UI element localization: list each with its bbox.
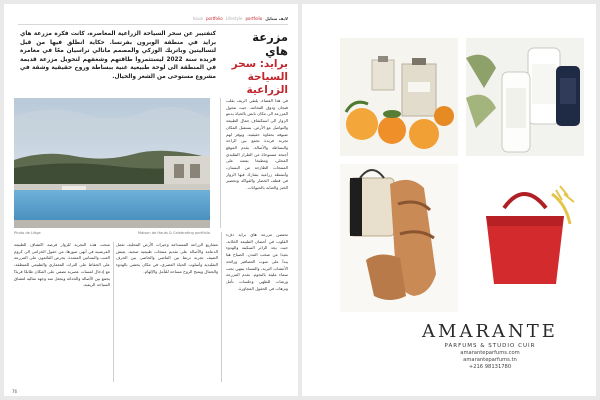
article-lede: كتفتيبر عن سحر السياحة الزراعية المعاصرة، كانت فكرة مزرعة هاي برايد في منطقة الوبرون بفرنسا. حكاية انطلق فيها من قبل لتساليتين وباتريك الوزكي والمصمم مانالي تراسيان معًا في مغامرة فريدة سنة 2022 ليستثمروا طاقتهم وشغفهم لتحويل مزرعة قديمة في المنطقة الى لوحة طبيعية غنية ببساطة وروح حقيقية وشقة في مشروع مستوحى من الشعر والخيال. bbox=[20, 31, 216, 80]
caption-left: Photo de Liège bbox=[14, 231, 41, 235]
header-section-ar: لايف ستايل bbox=[265, 15, 288, 21]
header-sub: Lifestyle bbox=[225, 15, 243, 21]
photo-illustration bbox=[14, 98, 210, 228]
header-section: Issue bbox=[192, 15, 203, 21]
article-title bbox=[226, 30, 288, 97]
brand-subtitle: PARFUMS & STUDIO CUIR bbox=[444, 343, 536, 349]
header-brand: portfolio bbox=[205, 15, 223, 21]
perfume-illustration bbox=[340, 38, 458, 156]
title-line-1: مزرعة هاي bbox=[252, 30, 288, 58]
handbag-illustration bbox=[466, 164, 584, 312]
column-rule bbox=[220, 98, 221, 228]
farm-pool-photo bbox=[14, 98, 210, 228]
perfume-oranges-photo bbox=[340, 38, 458, 156]
text-column-left: منحت هذه التجربة للزوار فرصة اكتشاف الطبيعة الفرنسية في أبهى صورها، من حقول الخزامى الى كروم العنب والبساتين الممتدة. يحرص القائمون على المزرعة على الحفاظ على التراث المعماري والطبيعي للمنطقة، مع إدخال لمسات عصرية تضفي على المكان طابعًا فريدًا يجمع بين الأصالة والحداثة ويجعل منه وجهة مثالية لعشاق السياحة الريفية. bbox=[14, 242, 110, 288]
text-column-middle: مشاريع الزراعة المستدامة وخيرات الأرض المحلية، تعمل الدعامة والأصالة على تقديم منتجات طبيعية صحية. يعيش الضيف تجربة تربط بين الماضي والحاضر، بين الحرف التقليدية وأسلوب الحياة العصري، في مكان يحتفي بالهدوء والجمال ويمنح الروح مساحة للتأمل والإلهام. bbox=[116, 242, 218, 274]
header-rule bbox=[18, 24, 288, 25]
red-handbag-photo bbox=[466, 164, 584, 312]
brand-wordmark: AMARANTE bbox=[422, 321, 558, 342]
header-brand-2: portfolio bbox=[245, 15, 263, 21]
caption-right: Maison de Hauts & Celebrating portfolio bbox=[137, 231, 210, 235]
text-column-bottom-right: تحتضن مزرعة هاي برايد دفء القلوب في أحضان الطبيعة الخلابة، حيث يجد الزائر السكينة والهدوء بعيدا عن صخب المدن. الصباح هنا يبدأ على صوت العصافير ورائحة الأعشاب البرية، والمساء ينتهي تحت سماء مليئة بالنجوم. تقدم المزرعة ورشات للطهي وجلسات تأمل ونزهات في الحقول المجاورة. bbox=[226, 232, 288, 291]
title-line-2: برايد: سحر bbox=[231, 58, 288, 70]
running-header bbox=[154, 13, 288, 23]
text-column-right: في هذا الفضاء، يلتقي الريف بقلب فنجان وذوق الفخامة، حيث تتحول المزرعة الى مكان نابض بالحياة يدعو الزوار الى استكشاف جمال الطبيعة والتواصل مع الأرض. يستقبل المكان ضيوفه بحفاوة حقيقية، ويوفر لهم تجربة فريدة تجمع بين الراحة والبساطة والأصالة. يقدم الموقع أجنحة مستوحاة من الطراز التقليدي المحلي، ومطبخا يعتمد على المنتجات الطازجة من البستان، وأنشطة زراعية يشارك فيها الزوار في قطف الخضار والفواكه وتحضير الخبز والعناية بالحيوانات. bbox=[226, 98, 288, 191]
bottles-illustration bbox=[466, 38, 584, 156]
column-rule-3 bbox=[113, 242, 114, 382]
brand-logo bbox=[396, 322, 584, 382]
sandal-bag-photo bbox=[340, 164, 458, 312]
brand-url-1[interactable]: amaranteparfums.com bbox=[460, 350, 520, 356]
brand-url-2[interactable]: amaranteparfums.tn bbox=[463, 357, 517, 363]
perfume-bottles-photo bbox=[466, 38, 584, 156]
photo-caption bbox=[14, 231, 210, 235]
sandal-illustration bbox=[340, 164, 458, 312]
column-rule-2 bbox=[221, 232, 222, 382]
brand-phone: +216 98131780 bbox=[468, 364, 512, 370]
title-line-3: السياحة الزراعية bbox=[246, 71, 288, 96]
page-number: 76 bbox=[12, 389, 18, 394]
